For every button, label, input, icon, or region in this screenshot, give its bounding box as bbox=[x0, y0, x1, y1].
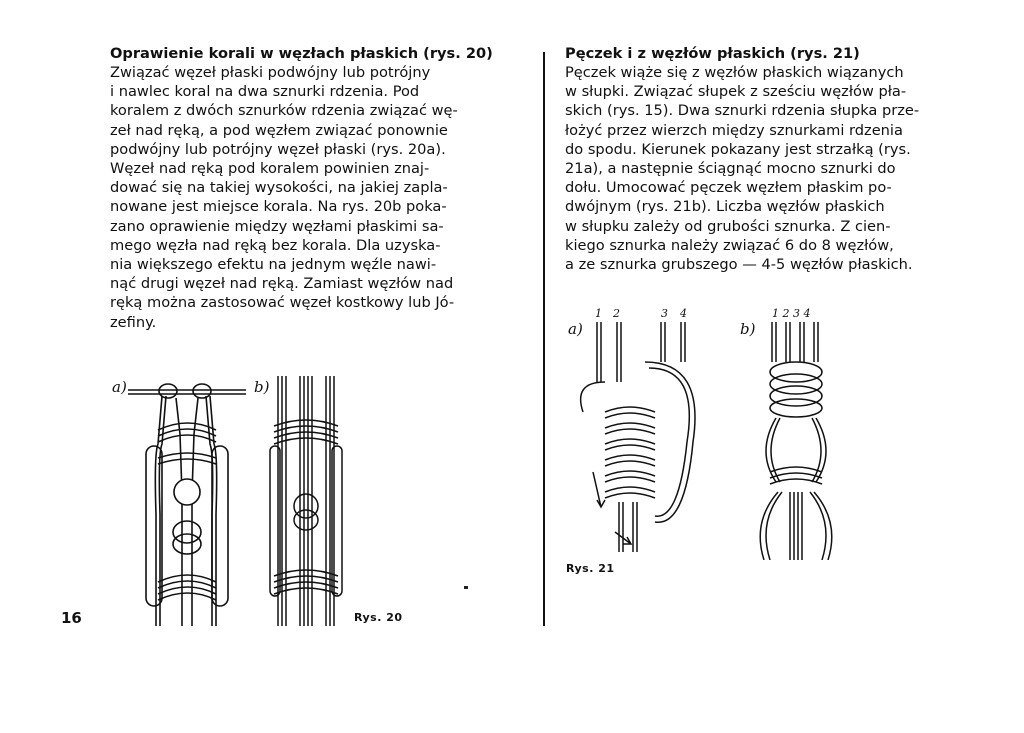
text-line: 21a), a następnie ściągnąć mocno sznurki do bbox=[565, 160, 896, 178]
left-heading: Oprawienie korali w węzłach płaskich (rys. 20) bbox=[110, 45, 493, 62]
text-line: zeł nad ręką, a pod węzłem związać ponownie bbox=[110, 121, 448, 139]
right-body-text bbox=[565, 63, 979, 274]
text-line: zefiny. bbox=[110, 313, 157, 331]
figure-21-caption: Rys. 21 bbox=[566, 562, 615, 575]
text-line: i nawlec koral na dwa sznurki rdzenia. Pod bbox=[110, 83, 420, 101]
text-line: skich (rys. 15). Dwa sznurki rdzenia słupka prze- bbox=[565, 102, 920, 120]
text-line: mego węzła nad ręką bez korala. Dla uzyska- bbox=[110, 236, 441, 254]
text-line: dołu. Umocować pęczek węzłem płaskim po- bbox=[565, 179, 892, 197]
left-body-text bbox=[110, 63, 520, 332]
figure-21a-illustration bbox=[575, 322, 705, 552]
text-line: łożyć przez wierzch między sznurkami rdzenia bbox=[565, 121, 903, 139]
text-line: nowane jest miejsce korala. Na rys. 20b poka- bbox=[110, 198, 447, 216]
figure-20a-label: a) bbox=[112, 378, 127, 396]
left-column bbox=[110, 44, 520, 332]
cord-number-label: 2 bbox=[613, 307, 620, 320]
text-line: nąć drugi węzeł nad ręką. Zamiast węzłów nad bbox=[110, 275, 454, 293]
text-line: zano oprawienie między węzłami płaskimi sa- bbox=[110, 217, 444, 235]
text-line: podwójny lub potrójny węzeł płaski (rys. 20a). bbox=[110, 140, 446, 158]
print-speck bbox=[464, 586, 468, 589]
text-line: koralem z dwóch sznurków rdzenia związać wę- bbox=[110, 102, 458, 120]
figure-20b-label: b) bbox=[254, 378, 270, 396]
text-line: kiego sznurka należy związać 6 do 8 węzłów, bbox=[565, 236, 894, 254]
right-heading: Pęczek i z węzłów płaskich (rys. 21) bbox=[565, 45, 860, 62]
text-line: ręką można zastosować węzeł kostkowy lub Jó- bbox=[110, 294, 455, 312]
text-line: dwójnym (rys. 21b). Liczba węzłów płaskich bbox=[565, 198, 885, 216]
figure-20b-illustration bbox=[268, 376, 346, 626]
column-divider bbox=[543, 52, 545, 626]
text-line: Pęczek wiąże się z węzłów płaskich wiązanych bbox=[565, 64, 904, 81]
right-column bbox=[565, 44, 979, 274]
text-line: w słupki. Związać słupek z sześciu węzłów pła- bbox=[565, 83, 907, 101]
figure-21b-label: b) bbox=[740, 320, 756, 338]
text-line: Węzeł nad ręką pod koralem powinien znaj- bbox=[110, 160, 430, 178]
cord-numbers-label: 1 2 3 4 bbox=[772, 307, 811, 320]
figure-20-caption: Rys. 20 bbox=[354, 611, 403, 624]
figure-21b-illustration bbox=[756, 322, 852, 560]
cord-number-label: 1 bbox=[595, 307, 602, 320]
text-line: dować się na takiej wysokości, na jakiej zapla- bbox=[110, 179, 448, 197]
cord-number-label: 4 bbox=[680, 307, 687, 320]
cord-number-label: 3 bbox=[661, 307, 668, 320]
text-line: do spodu. Kierunek pokazany jest strzałką (rys. bbox=[565, 140, 911, 158]
text-line: Związać węzeł płaski podwójny lub potrójny bbox=[110, 64, 431, 81]
figure-20a-illustration bbox=[128, 374, 246, 626]
figure-21a-label: a) bbox=[568, 320, 583, 338]
text-line: nia większego efektu na jednym węźle nawi- bbox=[110, 256, 437, 274]
page-number: 16 bbox=[61, 609, 82, 627]
text-line: a ze sznurka grubszego — 4-5 węzłów płaskich. bbox=[565, 256, 913, 274]
text-line: w słupku zależy od grubości sznurka. Z cien- bbox=[565, 217, 891, 235]
